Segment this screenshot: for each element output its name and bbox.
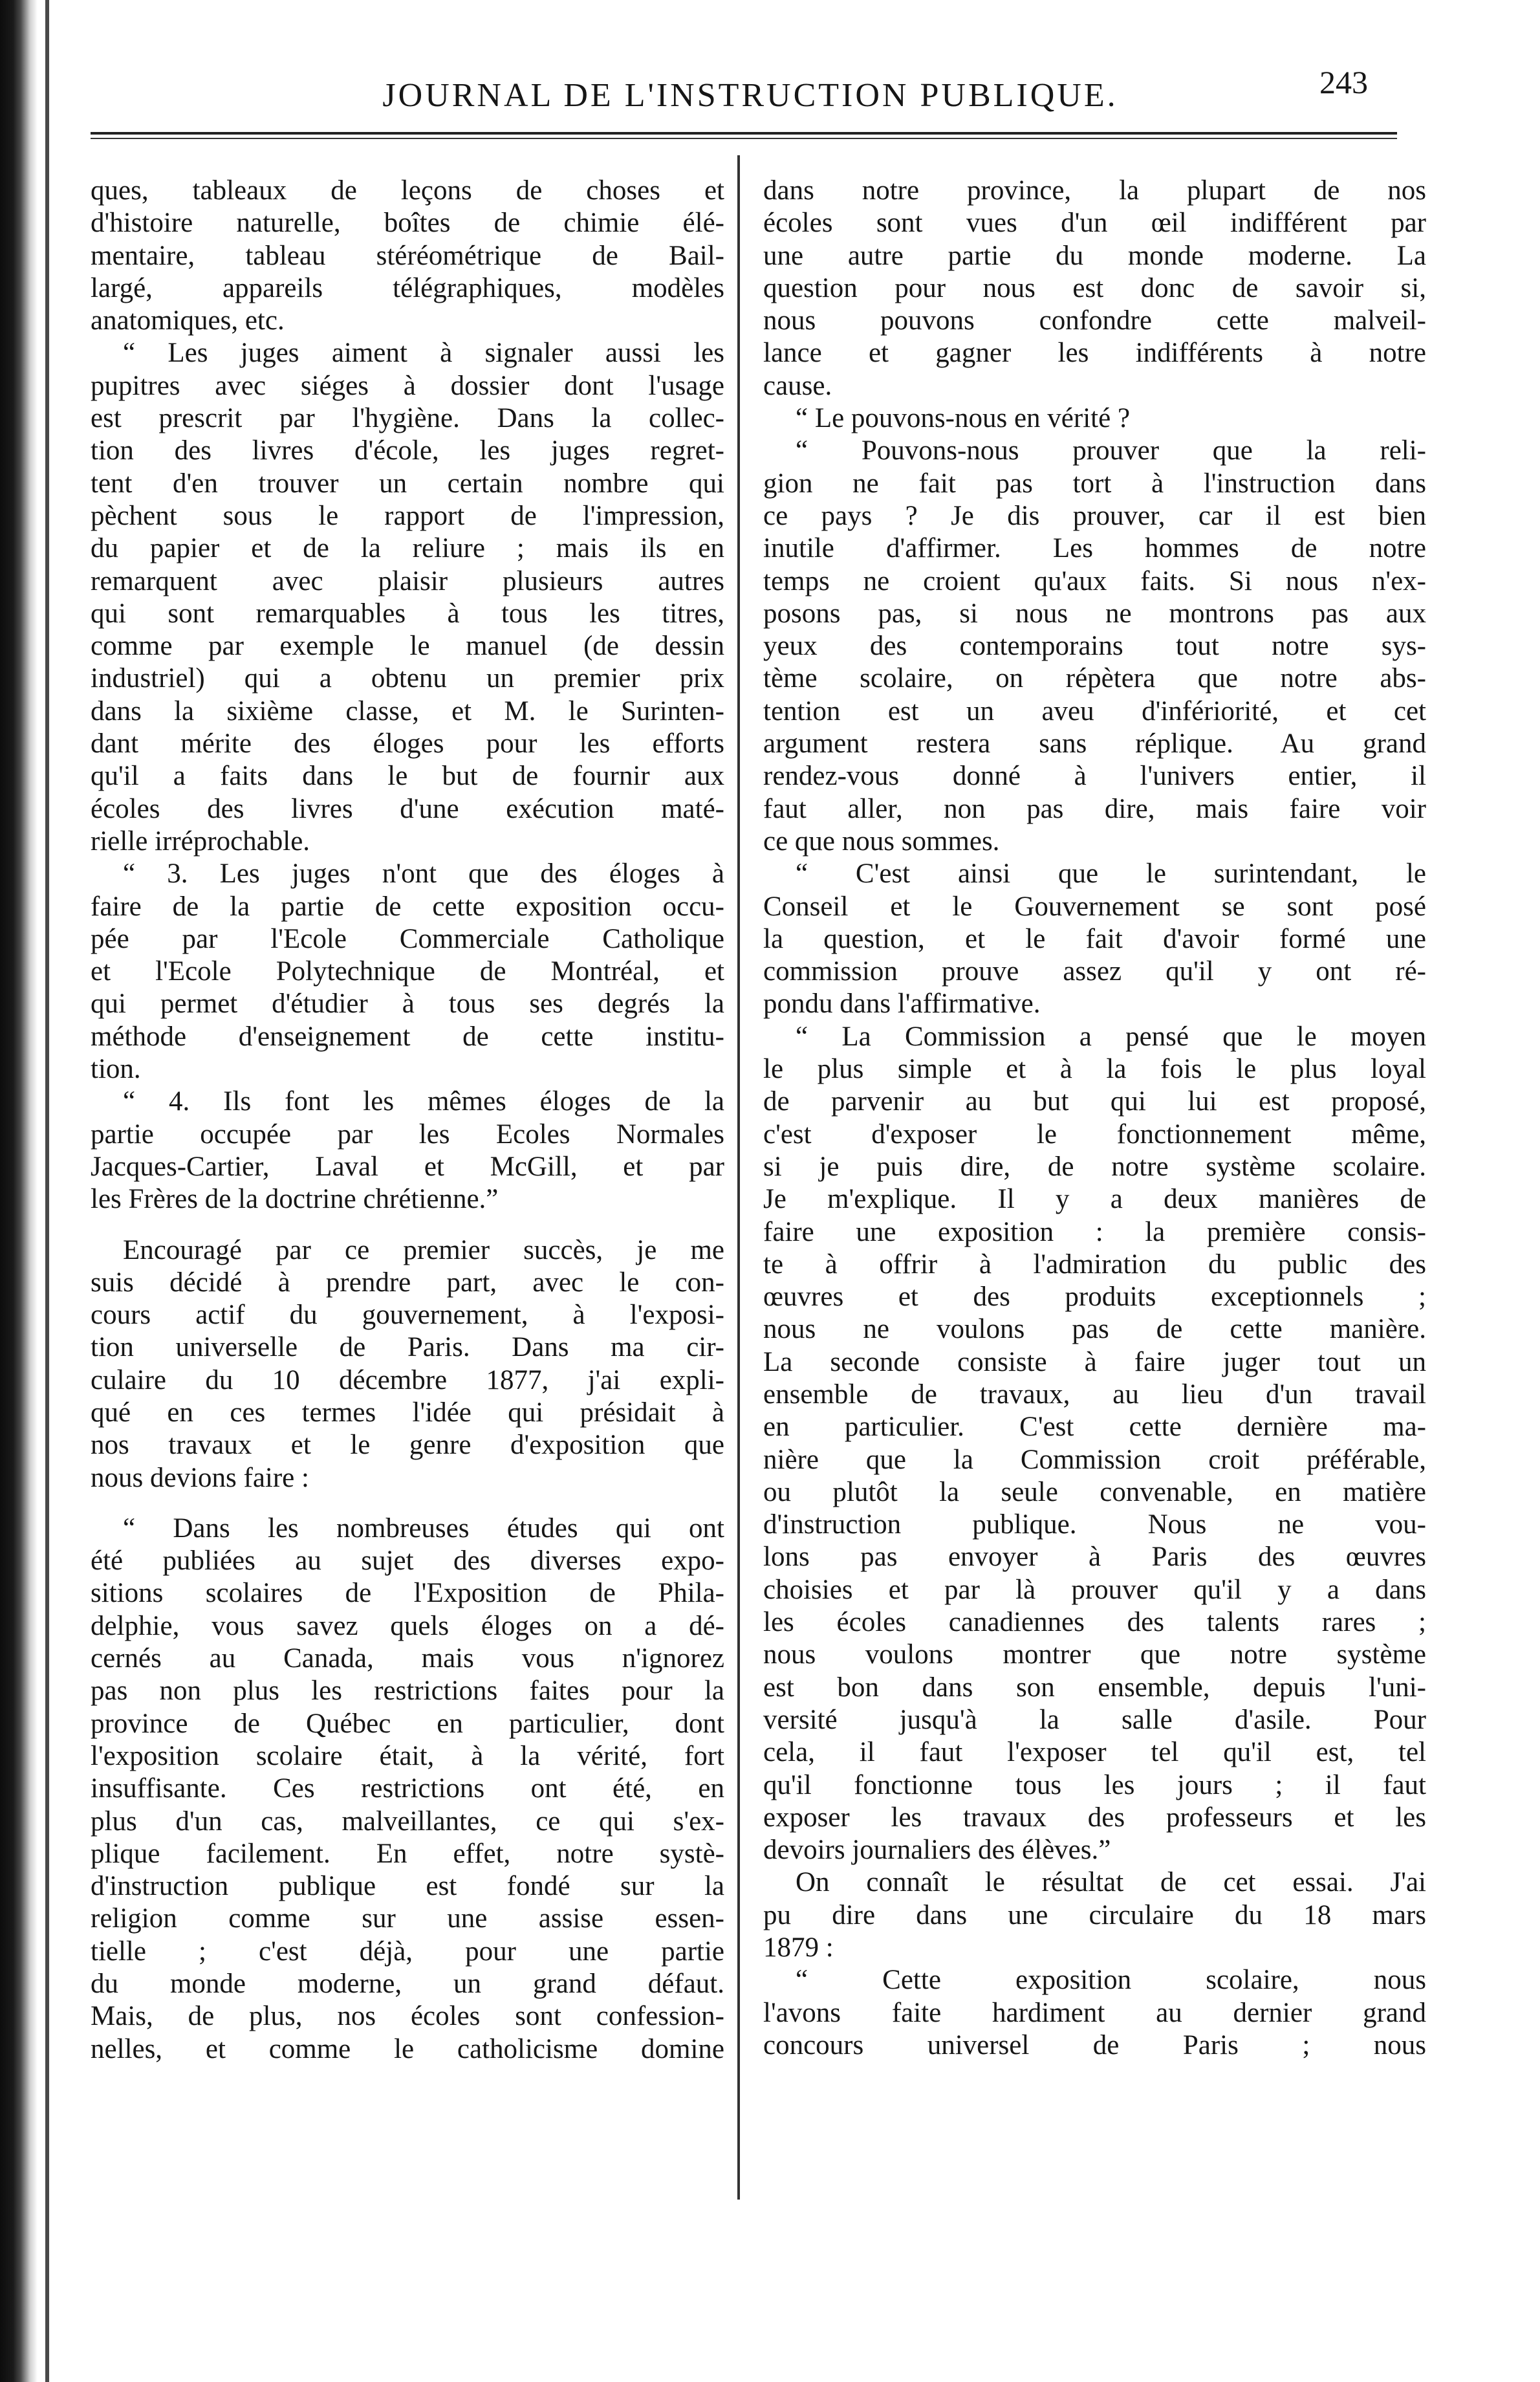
text-line: yeux des contemporains tout notre sys- [763, 631, 1426, 662]
text-line: lons pas envoyer à Paris des œuvres [763, 1542, 1426, 1573]
text-line: les Frères de la doctrine chrétienne.” [91, 1184, 499, 1215]
text-line: une autre partie du monde moderne. La [763, 240, 1426, 271]
text-line: cernés au Canada, mais vous n'ignorez [91, 1643, 724, 1674]
text-line: suis décidé à prendre part, avec le con- [91, 1267, 724, 1298]
column-divider [737, 155, 740, 2200]
text-line: faut aller, non pas dire, mais faire voir [763, 793, 1426, 824]
text-line: cours actif du gouvernement, à l'exposi- [91, 1300, 724, 1331]
text-line: devoirs journaliers des élèves.” [763, 1835, 1111, 1866]
text-line: nous voulons montrer que notre système [763, 1639, 1426, 1670]
text-line: concours universel de Paris ; nous [763, 2029, 1426, 2060]
text-line: “ Cette exposition scolaire, nous [796, 1965, 1426, 1996]
text-line: “ Dans les nombreuses études qui ont [123, 1513, 724, 1544]
text-line: tion universelle de Paris. Dans ma cir- [91, 1332, 724, 1363]
text-line: rielle irréprochable. [91, 825, 310, 857]
text-line: d'instruction publique est fondé sur la [91, 1871, 724, 1902]
text-line: est bon dans son ensemble, depuis l'uni- [763, 1672, 1426, 1703]
text-line: La seconde consiste à faire juger tout un [763, 1346, 1426, 1377]
text-line: “ 4. Ils font les mêmes éloges de la [123, 1086, 724, 1117]
text-line: posons pas, si nous ne montrons pas aux [763, 598, 1426, 629]
text-line: ce pays ? Je dis prouver, car il est bien [763, 500, 1426, 531]
text-line: “ Pouvons-nous prouver que la reli- [796, 435, 1426, 466]
text-line: nous ne voulons pas de cette manière. [763, 1314, 1426, 1345]
text-line: tent d'en trouver un certain nombre qui [91, 468, 724, 499]
text-line: nière que la Commission croit préférable, [763, 1444, 1426, 1475]
text-line: choisies et par là prouver qu'il y a dans [763, 1574, 1426, 1605]
text-line: Jacques-Cartier, Laval et McGill, et par [91, 1151, 724, 1182]
text-line: “ C'est ainsi que le surintendant, le [796, 858, 1426, 890]
text-line: sitions scolaires de l'Exposition de Phila- [91, 1578, 724, 1609]
text-line: On connaît le résultat de cet essai. J'ai [796, 1867, 1426, 1898]
text-line: province de Québec en particulier, dont [91, 1708, 724, 1739]
text-line: versité jusqu'à la salle d'asile. Pour [763, 1704, 1426, 1735]
text-line: ques, tableaux de leçons de choses et [91, 175, 724, 206]
text-line: tion des livres d'école, les juges regret- [91, 435, 724, 466]
text-line: lance et gagner les indifférents à notre [763, 338, 1426, 369]
text-line: insuffisante. Ces restrictions ont été, en [91, 1773, 724, 1804]
text-line: œuvres et des produits exceptionnels ; [763, 1282, 1426, 1313]
text-line: qué en ces termes l'idée qui présidait à [91, 1397, 724, 1428]
text-line: nous pouvons confondre cette malveil- [763, 305, 1426, 336]
text-line: question pour nous est donc de savoir si, [763, 272, 1426, 303]
text-line: pu dire dans une circulaire du 18 mars [763, 1899, 1426, 1930]
text-line: ensemble de travaux, au lieu d'un travail [763, 1379, 1426, 1410]
text-line: les écoles canadiennes des talents rares ; [763, 1607, 1426, 1638]
text-line: comme par exemple le manuel (de dessin [91, 631, 724, 662]
binding-edge [45, 0, 49, 2382]
text-line: exposer les travaux des professeurs et les [763, 1802, 1426, 1833]
text-line: faire de la partie de cette exposition occu- [91, 891, 724, 922]
text-line: d'instruction publique. Nous ne vou- [763, 1509, 1426, 1540]
text-line: et l'Ecole Polytechnique de Montréal, et [91, 956, 724, 987]
text-line: Je m'explique. Il y a deux manières de [763, 1184, 1426, 1215]
text-line: rendez-vous donné à l'univers entier, il [763, 761, 1426, 792]
text-line: tème scolaire, on répètera que notre abs- [763, 663, 1426, 694]
text-line: mentaire, tableau stéréométrique de Bail- [91, 240, 724, 271]
text-line: nos travaux et le genre d'exposition que [91, 1430, 724, 1461]
text-line: ou plutôt la seule convenable, en matière [763, 1476, 1426, 1507]
text-line: nelles, et comme le catholicisme domine [91, 2033, 724, 2064]
paragraph-gap [91, 1216, 724, 1234]
text-line: largé, appareils télégraphiques, modèles [91, 272, 724, 303]
text-line: tention est un aveu d'infériorité, et cet [763, 695, 1426, 727]
text-line: le plus simple et à la fois le plus loyal [763, 1054, 1426, 1085]
text-line: pupitres avec siéges à dossier dont l'usage [91, 370, 724, 401]
paragraph-gap [91, 1494, 724, 1513]
text-line: 1879 : [763, 1932, 834, 1963]
text-line: dans notre province, la plupart de nos [763, 175, 1426, 206]
text-line: été publiées au sujet des diverses expo- [91, 1546, 724, 1577]
text-line: anatomiques, etc. [91, 305, 285, 336]
text-line: “ 3. Les juges n'ont que des éloges à [123, 858, 724, 890]
text-line: cause. [763, 370, 832, 401]
text-line: Mais, de plus, nos écoles sont confession- [91, 2001, 724, 2032]
text-line: du papier et de la reliure ; mais ils en [91, 533, 724, 564]
text-line: en particulier. C'est cette dernière ma- [763, 1412, 1426, 1443]
text-line: est prescrit par l'hygiène. Dans la collec- [91, 403, 724, 434]
text-line: temps ne croient qu'aux faits. Si nous n'ex- [763, 565, 1426, 596]
text-line: plique facilement. En effet, notre systè- [91, 1838, 724, 1869]
text-line: pée par l'Ecole Commerciale Catholique [91, 923, 724, 954]
text-line: qui sont remarquables à tous les titres, [91, 598, 724, 629]
text-line: qu'il a faits dans le but de fournir aux [91, 761, 724, 792]
text-line: écoles des livres d'une exécution maté- [91, 793, 724, 824]
text-line: de parvenir au but qui lui est proposé, [763, 1086, 1426, 1117]
text-line: cela, il faut l'exposer tel qu'il est, tel [763, 1737, 1426, 1768]
text-line: ce que nous sommes. [763, 825, 1000, 857]
text-line: nous devions faire : [91, 1462, 309, 1493]
text-line: religion comme sur une assise essen- [91, 1903, 724, 1934]
text-line: c'est d'exposer le fonctionnement même, [763, 1119, 1426, 1150]
text-line: dans la sixième classe, et M. le Surinten- [91, 695, 724, 727]
text-line: pondu dans l'affirmative. [763, 989, 1041, 1020]
page-number: 243 [1319, 64, 1368, 100]
text-line: dant mérite des éloges pour les efforts [91, 728, 724, 759]
text-line: pas non plus les restrictions faites pour la [91, 1676, 724, 1707]
header-rule-thick [91, 132, 1397, 135]
text-line: d'histoire naturelle, boîtes de chimie élé- [91, 208, 724, 239]
running-head: JOURNAL DE L'INSTRUCTION PUBLIQUE. [382, 77, 1118, 114]
text-line: pèchent sous le rapport de l'impression, [91, 500, 724, 531]
text-line: gion ne fait pas tort à l'instruction dans [763, 468, 1426, 499]
text-line: te à offrir à l'admiration du public des [763, 1249, 1426, 1280]
text-line: méthode d'enseignement de cette institu- [91, 1021, 724, 1052]
text-line: Encouragé par ce premier succès, je me [123, 1234, 724, 1265]
text-line: industriel) qui a obtenu un premier prix [91, 663, 724, 694]
right-text-column [763, 175, 1426, 2062]
text-line: inutile d'affirmer. Les hommes de notre [763, 533, 1426, 564]
text-line: l'avons faite hardiment au dernier grand [763, 1997, 1426, 2028]
text-line: qui permet d'étudier à tous ses degrés la [91, 989, 724, 1020]
text-line: commission prouve assez qu'il y ont ré- [763, 956, 1426, 987]
text-line: remarquent avec plaisir plusieurs autres [91, 565, 724, 596]
text-line: culaire du 10 décembre 1877, j'ai expli- [91, 1364, 724, 1395]
left-text-column [91, 175, 724, 2066]
text-line: argument restera sans réplique. Au grand [763, 728, 1426, 759]
text-line: “ Le pouvons-nous en vérité ? [796, 403, 1131, 434]
text-line: “ Les juges aiment à signaler aussi les [123, 338, 724, 369]
text-line: l'exposition scolaire était, à la vérité, fort [91, 1740, 724, 1771]
text-line: écoles sont vues d'un œil indifférent par [763, 208, 1426, 239]
text-line: plus d'un cas, malveillantes, ce qui s'ex- [91, 1806, 724, 1837]
text-line: Conseil et le Gouvernement se sont posé [763, 891, 1426, 922]
text-line: du monde moderne, un grand défaut. [91, 1969, 724, 2000]
header-rule-thin [91, 138, 1397, 139]
text-line: tion. [91, 1054, 141, 1085]
text-line: qu'il fonctionne tous les jours ; il faut [763, 1769, 1426, 1800]
text-line: la question, et le fait d'avoir formé une [763, 923, 1426, 954]
text-line: “ La Commission a pensé que le moyen [796, 1021, 1426, 1052]
text-line: faire une exposition : la première consis- [763, 1216, 1426, 1247]
text-line: tielle ; c'est déjà, pour une partie [91, 1936, 724, 1967]
text-line: delphie, vous savez quels éloges on a dé- [91, 1610, 724, 1641]
text-line: si je puis dire, de notre système scolaire. [763, 1151, 1426, 1182]
book-spine-shadow [0, 0, 38, 2382]
text-line: partie occupée par les Ecoles Normales [91, 1119, 724, 1150]
